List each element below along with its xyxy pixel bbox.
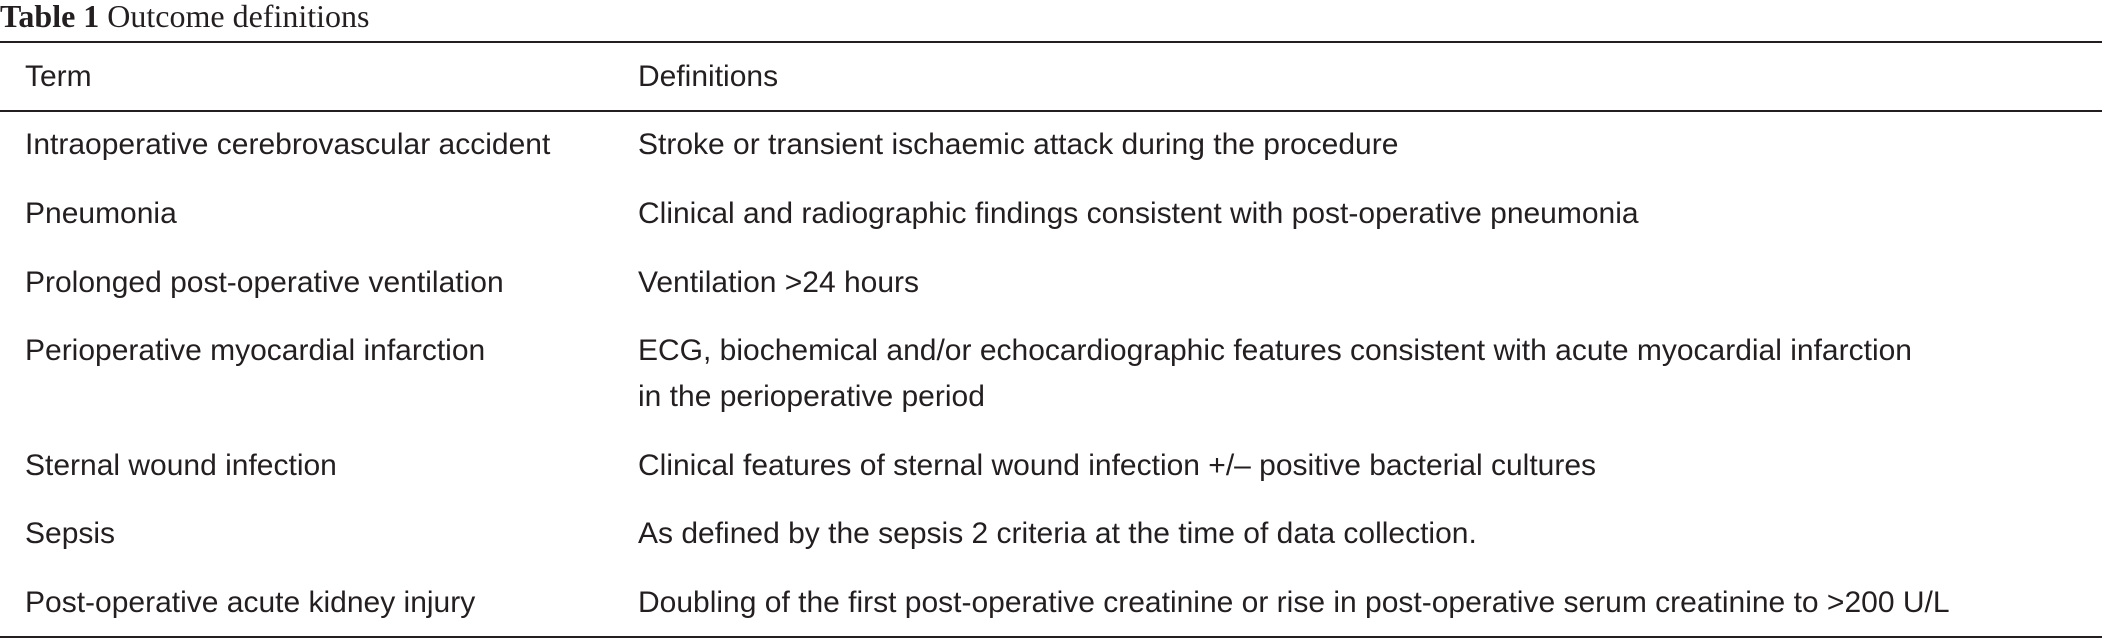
table-caption bbox=[0, 0, 369, 40]
row-definition-myocardial-infarction-line1: ECG, biochemical and/or echocardiographic features consistent with acute myocardial infarction bbox=[638, 334, 1912, 367]
row-definition-sternal-wound-infection: Clinical features of sternal wound infection +/– positive bacterial cultures bbox=[638, 449, 1597, 482]
table-header-rule bbox=[0, 110, 2102, 112]
header-term: Term bbox=[25, 60, 92, 93]
row-definition-acute-kidney-injury: Doubling of the first post-operative creatinine or rise in post-operative serum creatinine to >200 U/L bbox=[638, 586, 1950, 619]
row-term-sepsis: Sepsis bbox=[25, 517, 116, 550]
row-term-acute-kidney-injury: Post-operative acute kidney injury bbox=[25, 586, 476, 619]
row-term-sternal-wound-infection: Sternal wound infection bbox=[25, 449, 337, 482]
row-definition-sepsis: As defined by the sepsis 2 criteria at the time of data collection. bbox=[638, 517, 1477, 550]
table-top-rule bbox=[0, 41, 2102, 43]
row-term-prolonged-ventilation: Prolonged post-operative ventilation bbox=[25, 266, 504, 299]
row-definition-pneumonia: Clinical and radiographic findings consistent with post-operative pneumonia bbox=[638, 197, 1639, 230]
row-definition-myocardial-infarction-line2: in the perioperative period bbox=[638, 380, 985, 413]
row-definition-intraoperative-cva: Stroke or transient ischaemic attack during the procedure bbox=[638, 128, 1399, 161]
row-term-pneumonia: Pneumonia bbox=[25, 197, 177, 230]
row-definition-prolonged-ventilation: Ventilation >24 hours bbox=[638, 266, 920, 299]
row-term-myocardial-infarction: Perioperative myocardial infarction bbox=[25, 334, 486, 367]
header-definitions: Definitions bbox=[638, 60, 779, 93]
table-bottom-rule bbox=[0, 636, 2102, 638]
table-caption-title: Outcome definitions bbox=[107, 0, 370, 34]
table-caption-label: Table 1 bbox=[0, 0, 100, 34]
row-term-intraoperative-cva: Intraoperative cerebrovascular accident bbox=[25, 128, 551, 161]
